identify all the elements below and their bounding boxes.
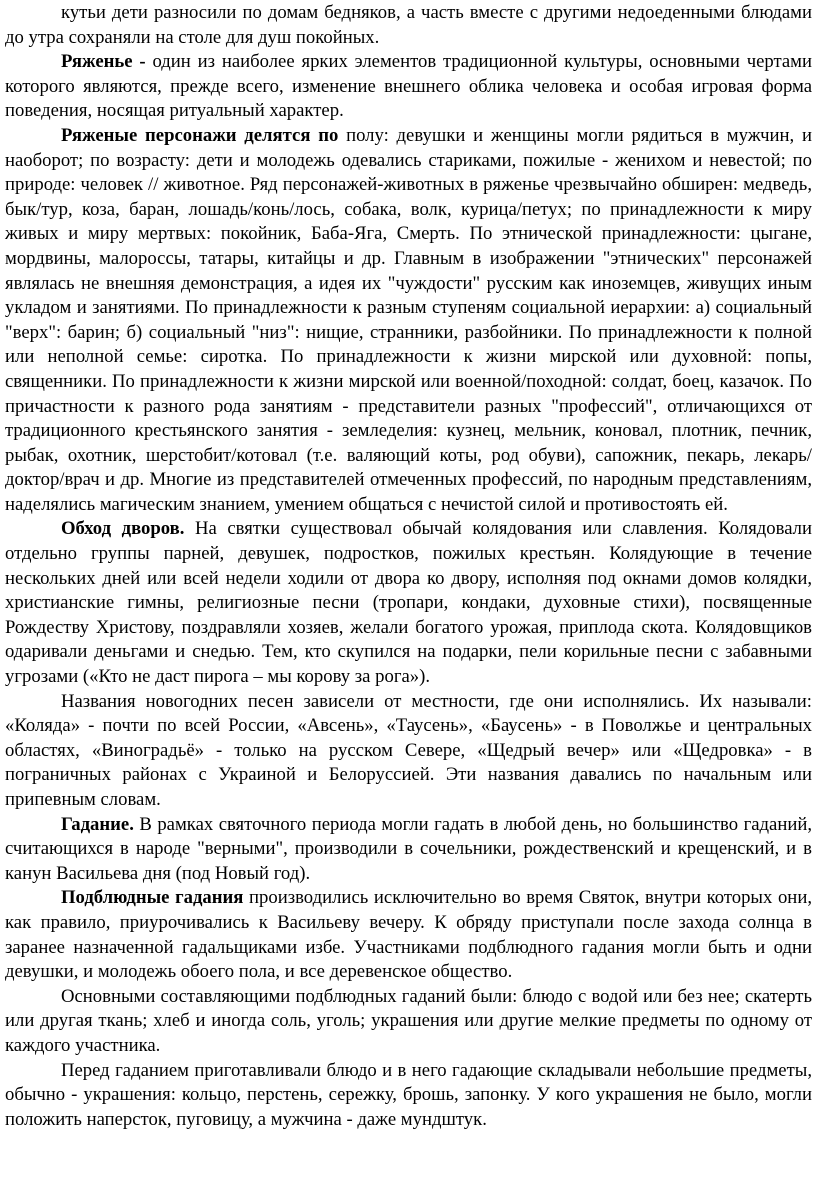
paragraph-ryazhenye xyxy=(5,50,812,124)
paragraph-kutya xyxy=(5,1,812,50)
paragraph-podblyudnye xyxy=(5,886,812,984)
paragraph-characters xyxy=(5,124,812,518)
paragraph-gadanie xyxy=(5,813,812,887)
paragraph-obkhod-text: На святки существовал обычай колядования или славления. Колядовали отдельно группы парней, девушек, подростков, пожилых крестьян. Колядующие в течение нескольких дней или всей недели ходили от двора ко двору, исполняя под окнами домов колядки, христианские гимны, религиозные песни (тропари, кондаки, духовные стихи), посвященные Рождеству Христову, поздравляли хозяев, желали богатого урожая, приплода скота. Колядовщиков одаривали деньгами и снедью. Тем, кто скупился на подарки, пели корильные песни с забавными угрозами («Кто не даст пирога – мы корову за рога»). xyxy=(5,518,812,688)
paragraph-obkhod xyxy=(5,517,812,689)
paragraph-song-names xyxy=(5,690,812,813)
term-podblyudnye: Подблюдные гадания xyxy=(61,887,250,909)
term-gadanie: Гадание. xyxy=(61,813,140,835)
paragraph-components xyxy=(5,985,812,1059)
term-characters: Ряженые персонажи делятся по xyxy=(61,124,347,146)
paragraph-ryazhenye-text: один из наиболее ярких элементов традиционной культуры, основными чертами которого являются, прежде всего, изменение внешнего облика человека и особая игровая форма поведения, носящая ритуальный характер. xyxy=(5,51,812,122)
paragraph-preparation-text: Перед гаданием приготавливали блюдо и в него гадающие складывали небольшие предметы, обычно - украшения: кольцо, перстень, сережку, брошь, запонку. У кого украшения не было, могли положить наперсток, пуговицу, а мужчина - даже мундштук. xyxy=(5,1059,812,1130)
term-obkhod: Обход дворов. xyxy=(61,518,196,540)
paragraph-gadanie-text: В рамках святочного периода могли гадать в любой день, но большинство гаданий, считающихся в народе "верными", производили в сочельники, рождественский и крещенский, и в канун Васильева дня (под Новый год). xyxy=(5,813,813,884)
paragraph-characters-text: полу: девушки и женщины могли рядиться в мужчин, и наоборот; по возрасту: дети и молодежь одевались стариками, пожилые - женихом и невестой; по природе: человек // животное. Ряд персонажей-животных в ряженье чрезвычайно обширен: медведь, бык/тур, коза, баран, лошадь/конь/лось, собака, волк, курица/петух; по принадлежности к миру живых и миру мертвых: покойник, Баба-Яга, Смерть. По этнической принадлежности: цыгане, мордвины, малороссы, татары, китайцы и др. Главным в изображении "этнических" персонажей являлась не внешняя демонстрация, а идея их "чуждости" русским как иноземцев, живущих иным укладом и занятиями. По принадлежности к разным ступеням социальной иерархии: а) социальный "верх": барин; б) социальный "низ": нищие, странники, разбойники. По принадлежности к полной или неполной семье: сиротка. По принадлежности к жизни мирской или духовной: попы, священники. По принадлежности к жизни мирской или военной/походной: солдат, боец, казачок. По причастности к разного рода занятиям - представители разных "профессий", отличающихся от традиционного крестьянского занятия - земледелия: кузнец, мельник, коновал, плотник, печник, рыбак, охотник, шерстобит/котовал (т.е. валяющий коты, род обуви), сапожник, пекарь, лекарь/доктор/врач и др. Многие из представителей отмеченных профессий, по народным представлениям, наделялись магическим знанием, умением общаться с нечистой силой и противостоять ей. xyxy=(5,124,812,515)
paragraph-podblyudnye-text: производились исключительно во время Святок, внутри которых они, как правило, приурочивались к Васильеву вечеру. К обряду приступали после захода солнца в заранее назначенной гадальщиками избе. Участниками подблюдного гадания могли быть и одни девушки, и молодежь обоего пола, и все деревенское общество. xyxy=(5,887,812,983)
term-ryazhenye: Ряженье - xyxy=(61,51,153,73)
paragraph-preparation xyxy=(5,1059,812,1133)
paragraph-components-text: Основными составляющими подблюдных гаданий были: блюдо с водой или без нее; скатерть или другая ткань; хлеб и иногда соль, уголь; украшения или другие мелкие предметы по одному от каждого участника. xyxy=(5,985,812,1056)
paragraph-kutya-text: кутьи дети разносили по домам бедняков, а часть вместе с другими недоеденными блюдами до утра сохраняли на столе для душ покойных. xyxy=(5,2,812,48)
paragraph-song-names-text: Названия новогодних песен зависели от местности, где они исполнялись. Их называли: «Коляда» - почти по всей России, «Авсень», «Таусень», «Баусень» - в Поволжье и центральных областях, «Виноградьё» - только на русском Севере, «Щедрый вечер» или «Щедровка» - в пограничных районах с Украиной и Белоруссией. Эти названия давались по начальным или припевным словам. xyxy=(5,690,812,810)
